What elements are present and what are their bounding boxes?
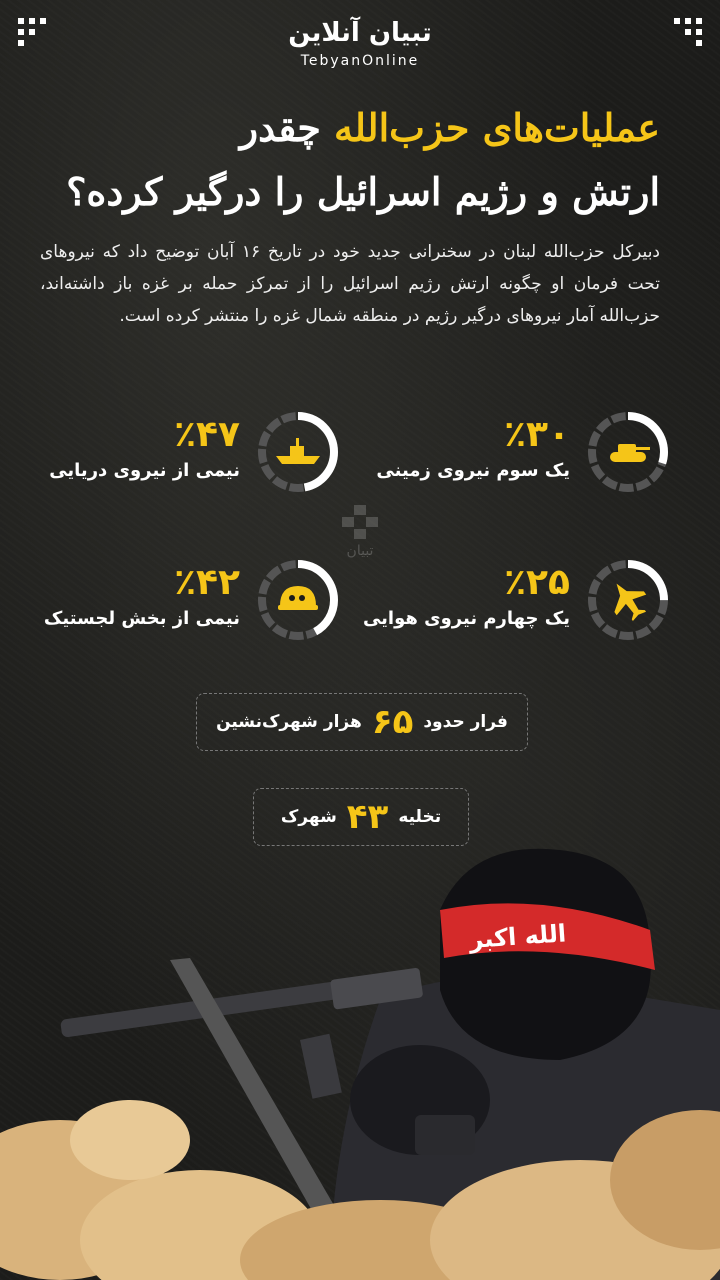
stat-percent: ٪۳۰	[504, 414, 570, 455]
svg-text:الله اکبر: الله اکبر	[468, 919, 568, 954]
stat-label: یک چهارم نیروی هوایی	[362, 608, 570, 629]
soldier-illustration	[0, 840, 720, 1280]
pill-text-before: تخلیه	[398, 807, 442, 827]
pill-text-before: فرار حدود	[423, 712, 508, 732]
progress-ring	[586, 558, 670, 642]
stat-naval-forces	[40, 410, 340, 500]
watermark-text: تبیان	[346, 543, 374, 559]
page-title	[40, 96, 660, 224]
stat-label: نیمی از بخش لجستیک	[43, 608, 240, 629]
stat-percent: ٪۴۷	[174, 414, 240, 455]
settlers-fled-box	[196, 693, 528, 751]
warship-icon	[276, 438, 320, 464]
watermark-logo-icon	[340, 505, 380, 539]
logo-persian: تبیان آنلاین	[288, 18, 432, 48]
stat-logistics	[40, 558, 340, 648]
watermark	[330, 505, 390, 559]
tank-icon	[610, 444, 650, 462]
progress-ring	[586, 410, 670, 494]
title-highlight: عملیات‌های حزب‌الله	[334, 105, 660, 150]
title-line-1	[40, 96, 660, 160]
pill-text-after: هزار شهرک‌نشین	[216, 712, 362, 732]
stat-ground-forces	[370, 410, 670, 500]
pill-text-after: شهرک	[280, 807, 337, 827]
stat-label: نیمی از نیروی دریایی	[49, 460, 240, 481]
progress-ring	[256, 410, 340, 494]
logo-english: TebyanOnline	[300, 53, 420, 69]
stat-percent: ٪۲۵	[504, 562, 570, 603]
jet-icon	[602, 573, 654, 626]
helmet-icon	[278, 586, 318, 610]
progress-ring	[256, 558, 340, 642]
stat-label: یک سوم نیروی زمینی	[376, 460, 570, 481]
pill-number: ۴۳	[346, 797, 389, 837]
pill-number: ۶۵	[371, 702, 414, 742]
stat-air-forces	[362, 558, 670, 648]
title-line-1-rest: چقدر	[239, 105, 321, 150]
stat-percent: ٪۴۲	[174, 562, 240, 603]
title-line-2: ارتش و رژیم اسرائیل را درگیر کرده؟	[66, 169, 660, 214]
intro-paragraph: دبیرکل حزب‌الله لبنان در سخنرانی جدید خود در تاریخ ۱۶ آبان توضیح داد که نیروهای تحت فرمان او چگونه ارتش رژیم اسرائیل را از تمرکز حمله بر غزه باز داشته‌اند، حزب‌الله آمار نیروهای درگیر رژیم در منطقه شمال غزه را منتشر کرده است.	[40, 242, 660, 326]
settlements-evacuated-box	[253, 788, 469, 846]
